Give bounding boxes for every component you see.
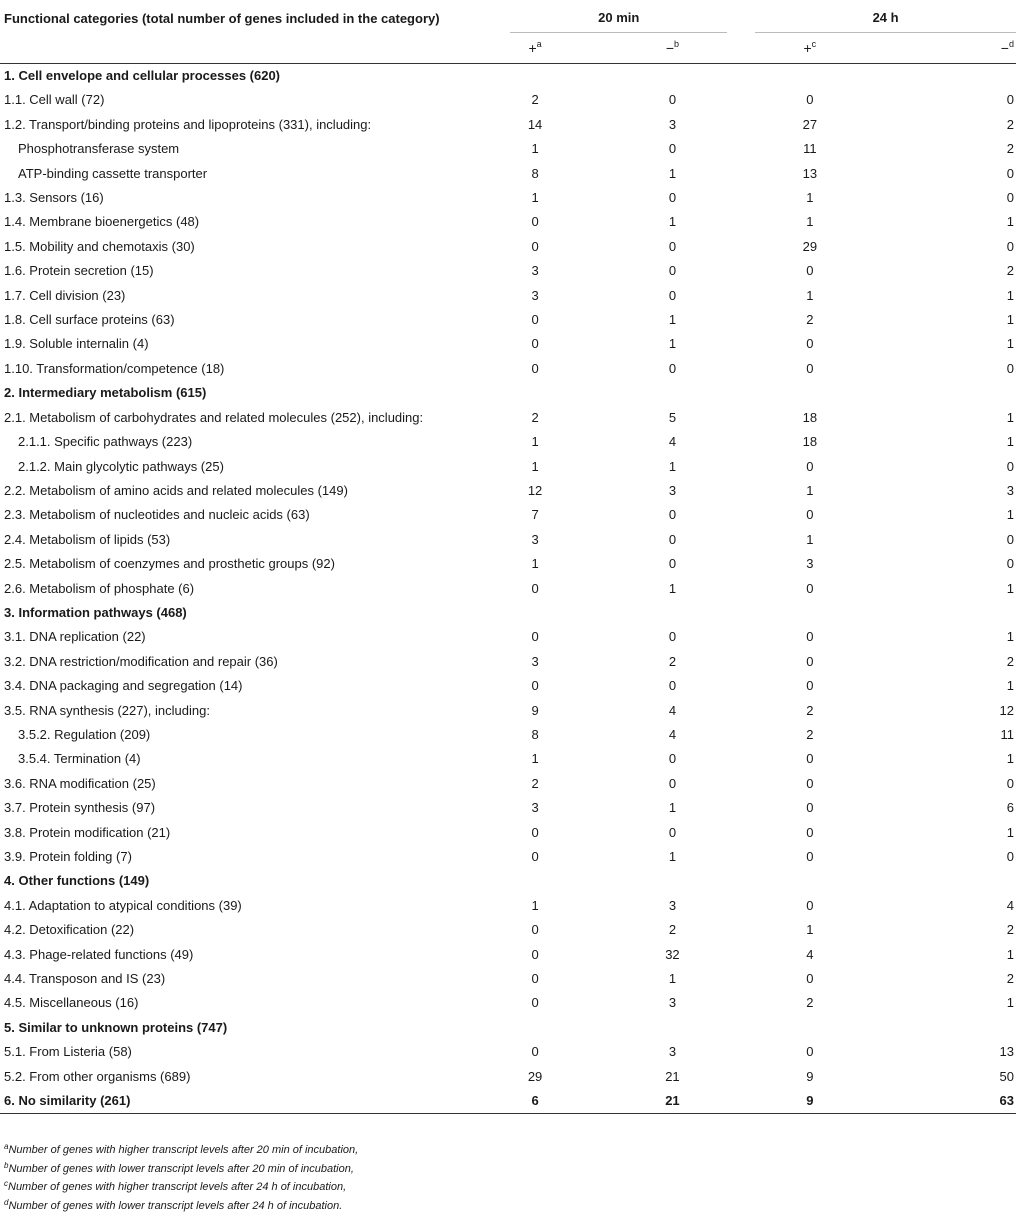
row-value: 1 <box>1006 434 1014 450</box>
row-value: 1 <box>1006 580 1014 596</box>
row-label: 1.4. Membrane bioenergetics (48) <box>4 214 200 230</box>
functional-categories-table <box>0 4 1016 1114</box>
row-value: 0 <box>531 922 539 938</box>
row-value: 1 <box>668 458 677 474</box>
row-label: 4. Other functions (149) <box>4 873 150 889</box>
row-value: 1 <box>668 336 677 352</box>
table-row <box>0 479 1016 503</box>
row-value: 1 <box>531 434 539 450</box>
row-value: 1 <box>668 800 677 816</box>
table-row <box>0 674 1016 698</box>
row-value: 1 <box>531 556 539 572</box>
row-label: 6. No similarity (261) <box>0 1089 466 1114</box>
table-row <box>0 1065 1016 1089</box>
row-value: 0 <box>531 849 539 864</box>
row-value: 6 <box>1006 800 1014 816</box>
row-value: 11 <box>1000 726 1014 742</box>
row-value: 0 <box>531 360 539 376</box>
category-column-header: Functional categories (total number of genes included in the category) <box>4 10 440 26</box>
table-row <box>0 845 1016 869</box>
row-value: 0 <box>806 971 814 987</box>
row-value: 1 <box>1006 751 1014 767</box>
row-value: 1 <box>806 482 814 498</box>
table-row <box>0 577 1016 601</box>
table-row <box>0 455 1016 479</box>
table-row <box>0 357 1016 381</box>
row-label: 3.9. Protein folding (7) <box>4 849 132 864</box>
row-value: 0 <box>531 678 539 694</box>
row-value: 1 <box>531 897 539 913</box>
row-label: 1.10. Transformation/competence (18) <box>4 360 225 376</box>
category-heading-row <box>0 869 1016 893</box>
row-value: 0 <box>531 824 539 840</box>
row-value <box>879 869 1016 893</box>
table-row <box>0 308 1016 332</box>
row-value: 18 <box>802 409 818 425</box>
row-label: 2.1.2. Main glycolytic pathways (25) <box>18 458 224 474</box>
row-value: 4 <box>1006 897 1014 913</box>
row-value: 3 <box>668 1044 677 1060</box>
row-label: 1.7. Cell division (23) <box>4 287 126 303</box>
table-row <box>0 259 1016 283</box>
table-row <box>0 210 1016 234</box>
row-value: 29 <box>802 238 818 254</box>
row-value: 2 <box>1006 141 1014 157</box>
row-value: 1 <box>1006 946 1014 962</box>
table-row <box>0 430 1016 454</box>
row-value: 0 <box>531 214 539 230</box>
row-value: 0 <box>1006 238 1014 254</box>
row-label: 5.2. From other organisms (689) <box>4 1068 191 1084</box>
row-value: 0 <box>806 1044 814 1060</box>
footnote: $^c$Number of genes with higher transcript levels after 24 h of incubation, <box>4 1179 347 1193</box>
row-value: 2 <box>531 409 539 425</box>
row-value: 29 <box>527 1068 543 1084</box>
row-value: 1 <box>531 190 539 206</box>
row-value: 0 <box>668 287 677 303</box>
table-row <box>0 284 1016 308</box>
row-label: 3.4. DNA packaging and segregation (14) <box>4 678 243 694</box>
row-label: 2. Intermediary metabolism (615) <box>4 385 207 401</box>
row-value: 12 <box>999 702 1014 718</box>
row-value: 0 <box>668 629 677 645</box>
row-label: 3.1. DNA replication (22) <box>4 629 146 645</box>
row-value: 0 <box>668 531 677 547</box>
table-row <box>0 967 1016 991</box>
row-value: 0 <box>806 800 814 816</box>
table-row <box>0 723 1016 747</box>
row-value: 1 <box>668 165 677 181</box>
row-label: 1. Cell envelope and cellular processes (620) <box>4 68 281 83</box>
row-value: 2 <box>1006 971 1014 987</box>
row-value: 3 <box>668 482 677 498</box>
table-row <box>0 503 1016 527</box>
row-value: 3 <box>668 116 677 132</box>
row-value: 2 <box>668 922 677 938</box>
table-row <box>0 699 1016 723</box>
footnote: $^d$Number of genes with lower transcript levels after 24 h of incubation. <box>4 1197 343 1212</box>
row-value: 2 <box>1006 263 1014 279</box>
col-header-24h-up: +$^c$ <box>741 33 878 64</box>
row-value: 0 <box>531 312 539 328</box>
row-value: 0 <box>806 751 814 767</box>
group-header-20min: 20 min <box>466 4 741 33</box>
table-row <box>0 772 1016 796</box>
row-value: 0 <box>806 458 814 474</box>
row-label: 2.2. Metabolism of amino acids and related molecules (149) <box>4 482 348 498</box>
row-value: 0 <box>806 824 814 840</box>
col-header-20min-down: −$^b$ <box>604 33 741 64</box>
row-value: 0 <box>1006 92 1014 108</box>
row-value: 1 <box>1006 995 1014 1011</box>
row-value: 1 <box>806 190 814 206</box>
row-value: 0 <box>531 995 539 1011</box>
row-value: 4 <box>668 702 677 718</box>
footnote: $^a$Number of genes with higher transcript levels after 20 min of incubation, <box>4 1142 359 1156</box>
table-row <box>0 88 1016 112</box>
row-value: 14 <box>527 116 543 132</box>
table-row <box>0 991 1016 1015</box>
row-value: 0 <box>668 824 677 840</box>
row-value <box>466 1016 603 1040</box>
row-value: 0 <box>668 751 677 767</box>
row-value: 3 <box>531 287 539 303</box>
row-value <box>466 381 603 405</box>
row-value: 1 <box>668 312 677 328</box>
row-label: 1.8. Cell surface proteins (63) <box>4 312 175 328</box>
row-label: ATP-binding cassette transporter <box>18 165 208 181</box>
table-row <box>0 235 1016 259</box>
row-value: 0 <box>806 507 814 523</box>
row-value: 0 <box>668 556 677 572</box>
row-value: 4 <box>668 726 677 742</box>
row-label: 4.4. Transposon and IS (23) <box>4 971 166 987</box>
row-value: 2 <box>668 653 677 669</box>
row-value: 2 <box>806 726 814 742</box>
row-value <box>741 1016 878 1040</box>
row-value: 5 <box>668 409 677 425</box>
row-value: 9 <box>806 1068 814 1084</box>
row-value: 11 <box>803 141 817 157</box>
category-heading-row <box>0 381 1016 405</box>
row-value: 1 <box>1006 336 1014 352</box>
row-value: 1 <box>531 751 539 767</box>
row-value: 1 <box>806 287 814 303</box>
table-row <box>0 137 1016 161</box>
row-value: 21 <box>604 1089 741 1114</box>
table-row <box>0 162 1016 186</box>
row-value: 1 <box>1006 287 1014 303</box>
row-value: 13 <box>999 1044 1014 1060</box>
row-value: 1 <box>668 849 677 864</box>
row-label: Phosphotransferase system <box>18 141 180 157</box>
row-value: 3 <box>1006 482 1014 498</box>
row-value: 12 <box>527 482 543 498</box>
table-row <box>0 918 1016 942</box>
row-value: 0 <box>531 971 539 987</box>
row-value: 0 <box>531 1044 539 1060</box>
row-label: 2.3. Metabolism of nucleotides and nucleic acids (63) <box>4 507 310 523</box>
category-heading-row <box>0 1089 1016 1114</box>
table-row <box>0 894 1016 918</box>
row-value: 0 <box>806 263 814 279</box>
row-label: 4.5. Miscellaneous (16) <box>4 995 139 1011</box>
row-value: 1 <box>1006 507 1014 523</box>
row-value: 2 <box>806 995 814 1011</box>
table-row <box>0 747 1016 771</box>
row-value <box>879 1016 1016 1040</box>
row-value: 1 <box>1006 678 1014 694</box>
row-value: 0 <box>1006 458 1014 474</box>
table-row <box>0 552 1016 576</box>
row-label: 3.5.4. Termination (4) <box>18 751 141 767</box>
row-label: 3.5. RNA synthesis (227), including: <box>4 702 210 718</box>
col-header-24h-down: −$^d$ <box>879 33 1016 64</box>
row-label: 5.1. From Listeria (58) <box>4 1044 132 1060</box>
row-value: 8 <box>531 165 539 181</box>
row-label: 5. Similar to unknown proteins (747) <box>4 1019 228 1035</box>
row-value <box>741 381 878 405</box>
row-value <box>604 601 741 625</box>
row-label: 3.7. Protein synthesis (97) <box>4 800 156 816</box>
row-value: 1 <box>1006 409 1014 425</box>
row-label: 3.5.2. Regulation (209) <box>18 726 151 742</box>
row-value: 0 <box>531 238 539 254</box>
row-value: 1 <box>806 922 814 938</box>
row-value: 63 <box>879 1089 1016 1114</box>
row-label: 1.2. Transport/binding proteins and lipoproteins (331), including: <box>4 116 372 132</box>
group-header-24h: 24 h <box>741 4 1016 33</box>
row-value: 0 <box>1006 775 1014 791</box>
row-label: 1.9. Soluble internalin (4) <box>4 336 149 352</box>
row-value: 0 <box>1006 165 1014 181</box>
row-label: 3.2. DNA restriction/modification and repair (36) <box>4 653 278 669</box>
row-value: 27 <box>802 116 818 132</box>
row-value: 2 <box>531 775 539 791</box>
row-value: 0 <box>1006 360 1014 376</box>
row-value: 0 <box>668 775 677 791</box>
row-value <box>466 601 603 625</box>
row-value: 6 <box>466 1089 603 1114</box>
table-body <box>0 64 1016 1114</box>
row-value: 8 <box>531 726 539 742</box>
row-value <box>879 601 1016 625</box>
row-value: 0 <box>668 92 677 108</box>
row-label: 2.4. Metabolism of lipids (53) <box>4 531 171 547</box>
row-label: 2.1. Metabolism of carbohydrates and related molecules (252), including: <box>4 409 424 425</box>
row-value: 0 <box>668 263 677 279</box>
row-value: 3 <box>531 653 539 669</box>
table-row <box>0 943 1016 967</box>
row-value: 0 <box>531 336 539 352</box>
row-label: 4.3. Phage-related functions (49) <box>4 946 194 962</box>
table-row <box>0 1040 1016 1064</box>
row-value: 32 <box>665 946 680 962</box>
row-value: 1 <box>668 214 677 230</box>
row-label: 1.5. Mobility and chemotaxis (30) <box>4 238 195 254</box>
row-value: 0 <box>668 360 677 376</box>
table-row <box>0 650 1016 674</box>
row-value <box>604 869 741 893</box>
row-value: 2 <box>806 702 814 718</box>
row-value: 9 <box>741 1089 878 1114</box>
row-label: 1.6. Protein secretion (15) <box>4 263 154 279</box>
row-value: 1 <box>806 214 814 230</box>
row-value <box>879 64 1016 89</box>
row-value: 0 <box>806 653 814 669</box>
row-label: 3.6. RNA modification (25) <box>4 775 156 791</box>
row-value: 1 <box>1006 824 1014 840</box>
row-value: 4 <box>668 434 677 450</box>
row-value: 0 <box>668 507 677 523</box>
row-value: 1 <box>531 141 539 157</box>
row-value: 13 <box>802 165 818 181</box>
row-value: 0 <box>531 629 539 645</box>
row-label: 2.5. Metabolism of coenzymes and prosthetic groups (92) <box>4 556 335 572</box>
row-label: 3. Information pathways (468) <box>4 604 187 620</box>
row-label: 2.1.1. Specific pathways (223) <box>18 434 193 450</box>
row-value: 0 <box>806 580 814 596</box>
row-value: 1 <box>1006 312 1014 328</box>
row-value: 3 <box>531 800 539 816</box>
table-row <box>0 796 1016 820</box>
row-value: 7 <box>531 507 539 523</box>
row-label: 2.6. Metabolism of phosphate (6) <box>4 580 195 596</box>
table-row <box>0 528 1016 552</box>
row-value <box>741 869 878 893</box>
row-value: 0 <box>668 190 677 206</box>
row-value: 0 <box>806 92 814 108</box>
table-row <box>0 113 1016 137</box>
row-value: 0 <box>531 946 539 962</box>
row-value: 3 <box>668 897 677 913</box>
header-row-groups <box>0 4 1016 33</box>
table-row <box>0 821 1016 845</box>
row-value: 9 <box>531 702 539 718</box>
row-value: 1 <box>668 971 677 987</box>
table-footnotes <box>4 1141 358 1215</box>
row-value: 3 <box>668 995 677 1011</box>
category-heading-row <box>0 1016 1016 1040</box>
row-value: 2 <box>1006 653 1014 669</box>
row-value: 0 <box>1006 556 1014 572</box>
row-label: 4.2. Detoxification (22) <box>4 922 135 938</box>
row-label: 1.1. Cell wall (72) <box>4 92 105 108</box>
row-value: 0 <box>1006 849 1014 864</box>
row-label: 3.8. Protein modification (21) <box>4 824 171 840</box>
row-value: 2 <box>1006 922 1014 938</box>
row-value: 2 <box>806 312 814 328</box>
row-value: 1 <box>806 531 814 547</box>
table-row <box>0 625 1016 649</box>
row-value <box>741 601 878 625</box>
table-row <box>0 406 1016 430</box>
header-row-signs <box>0 33 1016 64</box>
col-header-20min-up: +$^a$ <box>466 33 603 64</box>
row-value: 4 <box>806 946 814 962</box>
category-heading-row <box>0 601 1016 625</box>
row-value: 0 <box>806 360 814 376</box>
row-value: 0 <box>668 678 677 694</box>
table-row <box>0 332 1016 356</box>
row-value: 2 <box>531 92 539 108</box>
row-value <box>604 1016 741 1040</box>
row-value: 3 <box>531 531 539 547</box>
row-value: 18 <box>802 434 818 450</box>
row-label: 1.3. Sensors (16) <box>4 190 104 206</box>
row-value <box>604 381 741 405</box>
row-value: 1 <box>531 458 539 474</box>
row-value: 0 <box>806 336 814 352</box>
row-value <box>466 64 603 89</box>
row-value: 0 <box>1006 531 1014 547</box>
row-value: 0 <box>806 775 814 791</box>
row-value: 0 <box>668 238 677 254</box>
row-value <box>604 64 741 89</box>
row-value: 21 <box>665 1068 680 1084</box>
footnote: $^b$Number of genes with lower transcript levels after 20 min of incubation, <box>4 1160 354 1175</box>
row-label: 4.1. Adaptation to atypical conditions (39) <box>4 897 242 913</box>
row-value: 0 <box>806 849 814 864</box>
row-value: 0 <box>806 629 814 645</box>
row-value <box>879 381 1016 405</box>
row-value <box>466 869 603 893</box>
row-value: 3 <box>531 263 539 279</box>
row-value: 1 <box>1006 629 1014 645</box>
category-heading-row <box>0 64 1016 89</box>
row-value: 50 <box>999 1068 1014 1084</box>
row-value: 0 <box>668 141 677 157</box>
row-value: 3 <box>806 556 814 572</box>
row-value: 0 <box>531 580 539 596</box>
row-value: 0 <box>806 897 814 913</box>
row-value: 1 <box>1006 214 1014 230</box>
row-value: 2 <box>1006 116 1014 132</box>
row-value: 0 <box>806 678 814 694</box>
table-row <box>0 186 1016 210</box>
row-value <box>741 64 878 89</box>
row-value: 1 <box>668 580 677 596</box>
row-value: 0 <box>1006 190 1014 206</box>
